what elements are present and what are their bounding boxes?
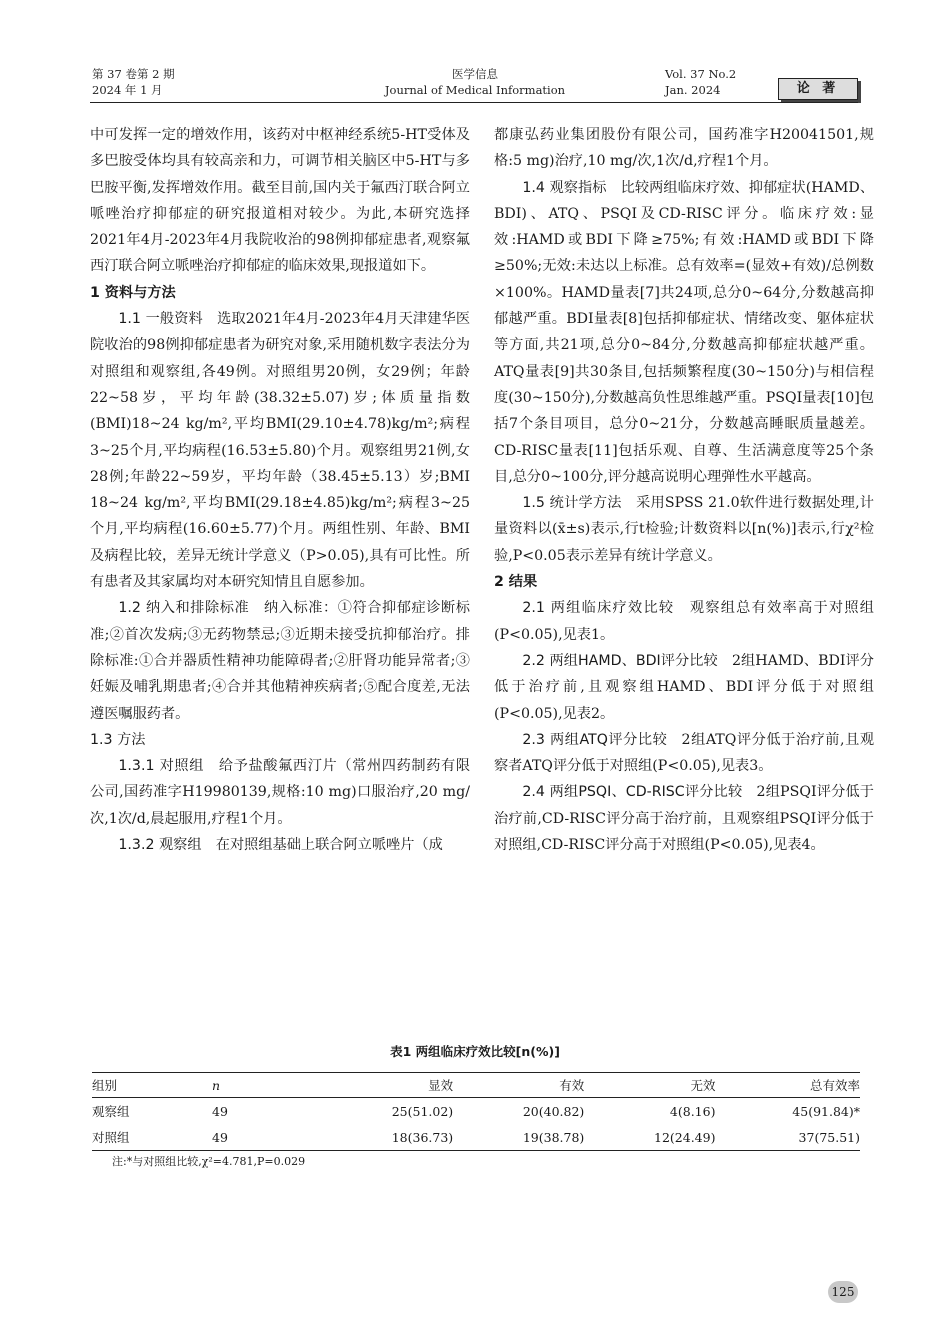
section-tag: 论 著 — [778, 78, 858, 100]
date-cn: 2024 年 1 月 — [92, 83, 163, 97]
right-column — [494, 122, 874, 858]
table-cell: 37(75.51) — [715, 1124, 860, 1151]
date-en: Jan. 2024 — [665, 83, 721, 97]
paragraph — [494, 727, 874, 780]
col-header-group: 组别 — [92, 1073, 212, 1098]
table-cell: 对照组 — [92, 1124, 212, 1151]
table-cell: 49 — [212, 1103, 228, 1119]
col-header-marked: 显效 — [322, 1073, 453, 1098]
journal-name-en: Journal of Medical Information — [384, 83, 566, 97]
paragraph: 中可发挥一定的增效作用，该药对中枢神经系统5-HT受体及多巴胺受体均具有较高亲和力，可调节相关脑区中5-HT与多巴胺平衡,发挥增效作用。截至目前,国内关于氟西汀联合阿立哌唑治疗抑郁症的研究报道相对较少。为此,本研究选择2021年4月-2023年4月我院收治的98例抑郁症患者,观察氟西汀联合阿立哌唑治疗抑郁症的临床效果,现报道如下。 — [90, 127, 470, 275]
subsection-label: 1.1 一般资料 — [118, 311, 203, 328]
paragraph — [90, 306, 470, 595]
col-header-n: n — [212, 1073, 322, 1098]
paragraph-text: 2组ATQ评分低于治疗前,且观察者ATQ评分低于对照组(P<0.05),见表3。 — [494, 731, 875, 775]
paragraph-text: 观察组总有效率高于对照组(P<0.05),见表1。 — [494, 600, 874, 643]
paragraph-text: 选取2021年4月-2023年4月天津建华医院收治的98例抑郁症患者为研究对象,采用随机数字表法分为对照组和观察组,各49例。对照组男20例，女29例；年龄22~58岁，平均年龄(38.32±5.07)岁;体质量指数(BMI)18~24 kg/m²,平均BMI(29.10±4.78)kg/m²;病程3~25个月,平均病程(16.53±5.80)个月。观察组男21例,女28例;年龄22~59岁，平均年龄（38.45±5.13）岁;BMI 18~24 kg/m²,平均BMI(29.18±4.85)kg/m²;病程3~25个月,平均病程(16.60±5.77)个月。两组性别、年龄、BMI及病程比较，差异无统计学意义（P>0.05),具有可比性。所有患者及其家属均对本研究知情且自愿参加。 — [90, 311, 471, 591]
paragraph-text: 采用SPSS 21.0软件进行数据处理,计量资料以(x̄±s)表示,行t检验;计数资料以[n(%)]表示,行χ²检验,P<0.05表示差异有统计学意义。 — [494, 495, 874, 564]
paragraph-text: 在对照组基础上联合阿立哌唑片（成 — [215, 837, 443, 854]
subsection-label: 1.3.1 对照组 — [118, 758, 205, 775]
paragraph-text: 2组PSQI评分低于治疗前,CD-RISC评分高于治疗前，且观察组PSQI评分低于对照组,CD-RISC评分高于对照组(P<0.05),见表4。 — [494, 784, 874, 854]
table-header-row — [92, 1073, 860, 1098]
table-row — [92, 1124, 860, 1151]
paragraph-text: 比较两组临床疗效、抑郁症状(HAMD、BDI)、ATQ、PSQI及CD-RISC评分。临床疗效:显效:HAMD或BDI下降≥75%;有效:HAMD或BDI下降≥50%;无效:未达以上标准。总有效率=(显效+有效)/总例数×100%。HAMD量表[7]共24项,总分0~64分,分数越高抑郁越严重。BDI量表[8]包括抑郁症状、情绪改变、躯体症状等方面,共21项,总分0~84分,分数越高抑郁症状越严重。ATQ量表[9]共30条目,包括频繁程度(30~150分)与相信程度(30~150分),分数越高负性思维越严重。PSQI量表[10]包括7个条目项目，总分0~21分，分数越高睡眠质量越差。CD-RISC量表[11]包括乐观、自尊、生活满意度等25个条目,总分0~100分,评分越高说明心理弹性水平越高。 — [494, 179, 875, 485]
col-header-ineffective: 无效 — [584, 1073, 715, 1098]
table-caption: 表1 两组临床疗效比较[n(%)] — [390, 1044, 560, 1059]
subsection-label: 2.2 两组HAMD、BDI评分比较 — [522, 652, 718, 669]
col-header-total-rate: 总有效率 — [715, 1073, 860, 1098]
paragraph — [90, 753, 470, 832]
paragraph-text: 2组HAMD、BDI评分低于治疗前,且观察组HAMD、BDI评分低于对照组(P<0.05),见表2。 — [494, 652, 874, 722]
subsection-label: 2.4 两组PSQI、CD-RISC评分比较 — [522, 784, 743, 801]
journal-name-cn: 医学信息 — [452, 67, 498, 81]
paragraph — [494, 779, 874, 858]
volume-en: Vol. 37 No.2 — [665, 67, 737, 81]
paragraph — [90, 832, 470, 858]
paragraph — [494, 595, 874, 648]
table-cell: 观察组 — [92, 1104, 130, 1119]
left-column — [90, 122, 470, 858]
table-row — [92, 1098, 860, 1125]
volume-cn: 第 37 卷第 2 期 — [92, 67, 175, 81]
col-header-effective: 有效 — [453, 1073, 584, 1098]
table-cell: 4(8.16) — [669, 1103, 716, 1119]
section-heading: 1 资料与方法 — [90, 284, 176, 301]
table-cell: 49 — [212, 1124, 322, 1151]
table-cell: 45(91.84)* — [792, 1103, 860, 1119]
table-cell: 18(36.73) — [322, 1124, 453, 1151]
table-cell: 20(40.82) — [522, 1103, 585, 1119]
results-table — [92, 1072, 860, 1151]
subsection-label: 1.3.2 观察组 — [118, 837, 202, 854]
table-cell: 25(51.02) — [391, 1103, 454, 1119]
paragraph-text: 纳入标准：①符合抑郁症诊断标准;②首次发病;③无药物禁忌;③近期未接受抗抑郁治疗。排除标准:①合并器质性精神功能障碍者;②肝肾功能异常者;③妊娠及哺乳期患者;④合并其他精神疾病者;⑤配合度差,无法遵医嘱服药者。 — [90, 600, 470, 722]
table-cell: 19(38.78) — [453, 1124, 584, 1151]
table-cell: 12(24.49) — [584, 1124, 715, 1151]
subsection-label: 1.2 纳入和排除标准 — [118, 600, 250, 617]
table-note: 注:*与对照组比较,χ²=4.781,P=0.029 — [112, 1155, 306, 1168]
header-right — [665, 66, 736, 98]
subsection-label: 1.4 观察指标 — [522, 179, 607, 196]
section-heading: 1.3 方法 — [90, 731, 146, 748]
paragraph — [494, 648, 874, 727]
page-number: 125 — [828, 1281, 858, 1303]
paragraph — [494, 490, 874, 569]
paragraph — [90, 595, 470, 726]
paragraph — [494, 175, 874, 491]
header-rule — [90, 102, 858, 103]
section-heading: 2 结果 — [494, 574, 538, 591]
subsection-label: 2.3 两组ATQ评分比较 — [522, 731, 668, 748]
subsection-label: 2.1 两组临床疗效比较 — [522, 600, 675, 617]
paragraph: 都康弘药业集团股份有限公司，国药准字H20041501,规格:5 mg)治疗,10 mg/次,1次/d,疗程1个月。 — [494, 127, 874, 170]
subsection-label: 1.5 统计学方法 — [522, 495, 622, 512]
paragraph-text: 给予盐酸氟西汀片（常州四药制药有限公司,国药准字H19980139,规格:10 mg)口服治疗,20 mg/次,1次/d,晨起服用,疗程1个月。 — [90, 758, 471, 827]
